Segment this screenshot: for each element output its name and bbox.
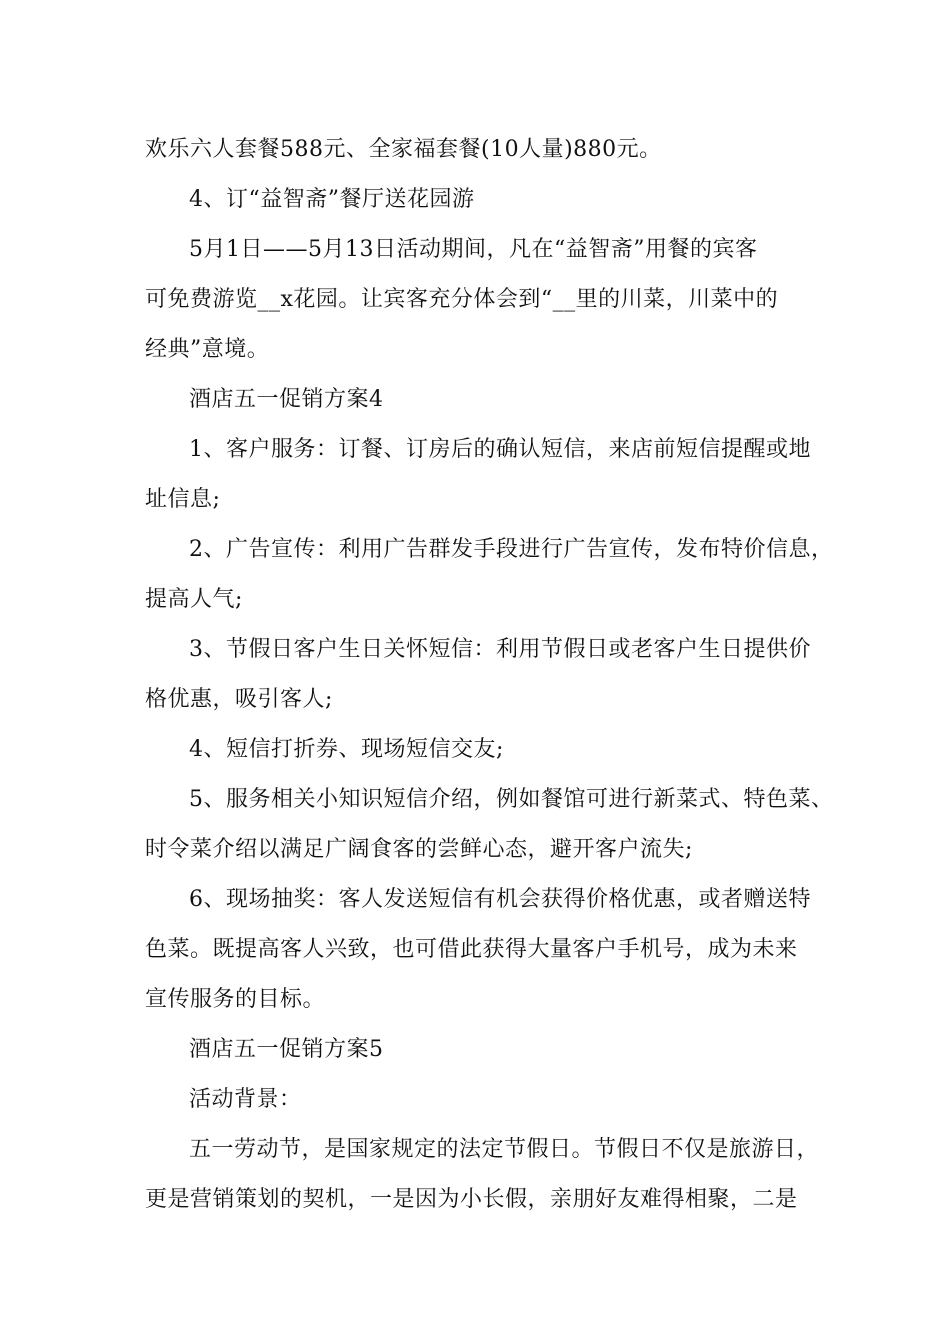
- text-line: 提高人气;: [145, 587, 243, 612]
- text-line: 宣传服务的目标。: [145, 987, 326, 1012]
- text-line: 欢乐六人套餐588元、全家福套餐(10人量)880元。: [145, 137, 662, 162]
- plan-title: 酒店五一促销方案4: [189, 387, 384, 412]
- list-item: 2、广告宣传：利用广告群发手段进行广告宣传，发布特价信息，: [189, 537, 834, 562]
- paragraph-line: 5月1日——5月13日活动期间，凡在“益智斋”用餐的宾客: [189, 237, 758, 262]
- list-item: 3、节假日客户生日关怀短信：利用节假日或老客户生日提供价: [189, 637, 811, 662]
- text-line: 经典”意境。: [145, 337, 270, 362]
- text-line: 格优惠，吸引客人;: [145, 687, 333, 712]
- section-heading: 活动背景：: [189, 1087, 302, 1112]
- section-heading: 4、订“益智斋”餐厅送花园游: [189, 187, 475, 212]
- text-line: 色菜。既提高客人兴致，也可借此获得大量客户手机号，成为未来: [145, 937, 798, 962]
- plan-title: 酒店五一促销方案5: [189, 1037, 384, 1062]
- list-item: 1、客户服务：订餐、订房后的确认短信，来店前短信提醒或地: [189, 437, 811, 462]
- text-line: 时令菜介绍以满足广阔食客的尝鲜心态，避开客户流失;: [145, 837, 693, 862]
- text-line: 可免费游览__x花园。让宾客充分体会到“__里的川菜，川菜中的: [145, 287, 779, 312]
- text-line: 址信息;: [145, 487, 221, 512]
- list-item: 4、短信打折券、现场短信交友;: [189, 737, 504, 762]
- list-item: 6、现场抽奖：客人发送短信有机会获得价格优惠，或者赠送特: [189, 887, 811, 912]
- text-line: 更是营销策划的契机，一是因为小长假，亲朋好友难得相聚，二是: [145, 1187, 798, 1212]
- list-item: 5、服务相关小知识短信介绍，例如餐馆可进行新菜式、特色菜、: [189, 787, 834, 812]
- paragraph-line: 五一劳动节，是国家规定的法定节假日。节假日不仅是旅游日，: [189, 1137, 820, 1162]
